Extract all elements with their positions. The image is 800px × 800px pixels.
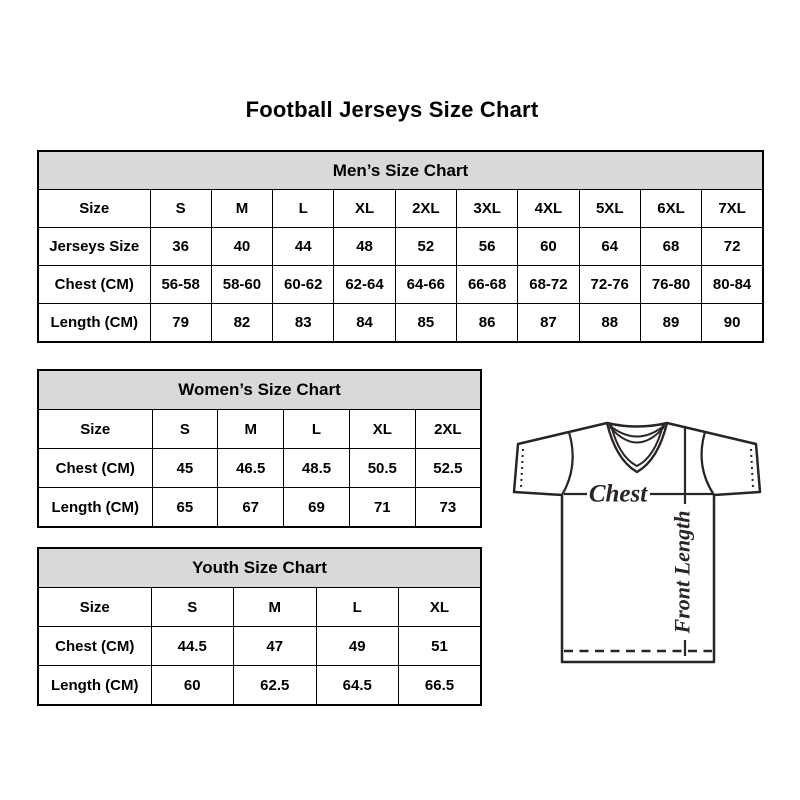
men-value-cell: 58-60 [211,266,272,304]
men-value-cell: 66-68 [456,266,517,304]
youth-size-chart-title: Youth Size Chart [38,548,481,588]
women-value-cell: 50.5 [349,449,415,488]
women-header-row [38,370,481,410]
men-value-cell: 36 [150,228,211,266]
men-value-cell: 80-84 [702,266,763,304]
women-value-cell: 2XL [415,410,481,449]
men-value-cell: 3XL [456,190,517,228]
women-table-row [38,449,481,488]
mens-size-table [37,150,764,343]
men-row-label: Jerseys Size [38,228,150,266]
youth-value-cell: 60 [151,666,234,706]
youth-value-cell: 47 [234,627,317,666]
men-value-cell: 44 [273,228,334,266]
men-value-cell: 48 [334,228,395,266]
youth-table-row [38,666,481,706]
men-value-cell: 72 [702,228,763,266]
men-value-cell: 68 [640,228,701,266]
men-value-cell: 52 [395,228,456,266]
women-value-cell: S [152,410,218,449]
women-value-cell: XL [349,410,415,449]
men-table-row [38,228,763,266]
men-row-label: Length (CM) [38,304,150,343]
men-value-cell: 62-64 [334,266,395,304]
women-value-cell: L [284,410,350,449]
men-header-row [38,151,763,190]
women-value-cell: 45 [152,449,218,488]
men-row-label: Chest (CM) [38,266,150,304]
men-value-cell: 89 [640,304,701,343]
women-row-label: Size [38,410,152,449]
men-value-cell: 2XL [395,190,456,228]
men-value-cell: 83 [273,304,334,343]
youth-table-row [38,588,481,627]
men-value-cell: L [273,190,334,228]
youth-row-label: Chest (CM) [38,627,151,666]
women-value-cell: M [218,410,284,449]
men-value-cell: M [211,190,272,228]
men-table-row [38,190,763,228]
men-value-cell: 7XL [702,190,763,228]
youth-value-cell: 49 [316,627,399,666]
front-length-label: Front Length [669,510,695,634]
men-value-cell: 6XL [640,190,701,228]
women-value-cell: 73 [415,488,481,528]
chest-label: Chest [588,480,648,508]
women-row-label: Length (CM) [38,488,152,528]
men-value-cell: 68-72 [518,266,579,304]
men-table-row [38,304,763,343]
men-value-cell: 76-80 [640,266,701,304]
men-value-cell: 40 [211,228,272,266]
women-table-row [38,488,481,528]
men-value-cell: XL [334,190,395,228]
youth-value-cell: 62.5 [234,666,317,706]
youth-row-label: Size [38,588,151,627]
youth-table-row [38,627,481,666]
men-value-cell: 4XL [518,190,579,228]
men-table-row [38,266,763,304]
men-value-cell: 5XL [579,190,640,228]
men-value-cell: 60 [518,228,579,266]
men-row-label: Size [38,190,150,228]
youth-value-cell: XL [399,588,482,627]
women-value-cell: 69 [284,488,350,528]
men-value-cell: 56 [456,228,517,266]
youth-value-cell: S [151,588,234,627]
men-value-cell: 64-66 [395,266,456,304]
men-value-cell: 86 [456,304,517,343]
youth-size-table [37,547,482,706]
men-value-cell: 72-76 [579,266,640,304]
youth-value-cell: 64.5 [316,666,399,706]
women-table-row [38,410,481,449]
youth-value-cell: 66.5 [399,666,482,706]
women-value-cell: 46.5 [218,449,284,488]
men-value-cell: 84 [334,304,395,343]
page-title: Football Jerseys Size Chart [245,97,539,122]
women-value-cell: 48.5 [284,449,350,488]
men-value-cell: 82 [211,304,272,343]
jersey-measurement-diagram [498,404,776,674]
men-size-chart-title: Men’s Size Chart [38,151,763,190]
women-value-cell: 52.5 [415,449,481,488]
men-value-cell: S [150,190,211,228]
women-value-cell: 67 [218,488,284,528]
womens-size-table [37,369,482,528]
women-value-cell: 71 [349,488,415,528]
men-value-cell: 87 [518,304,579,343]
men-value-cell: 60-62 [273,266,334,304]
women-value-cell: 65 [152,488,218,528]
youth-header-row [38,548,481,588]
men-value-cell: 56-58 [150,266,211,304]
men-value-cell: 88 [579,304,640,343]
women-size-chart-title: Women’s Size Chart [38,370,481,410]
jersey-outline-shape [514,423,760,662]
men-value-cell: 85 [395,304,456,343]
youth-row-label: Length (CM) [38,666,151,706]
youth-value-cell: L [316,588,399,627]
youth-value-cell: M [234,588,317,627]
men-value-cell: 90 [702,304,763,343]
men-value-cell: 79 [150,304,211,343]
women-row-label: Chest (CM) [38,449,152,488]
men-value-cell: 64 [579,228,640,266]
youth-value-cell: 51 [399,627,482,666]
youth-value-cell: 44.5 [151,627,234,666]
